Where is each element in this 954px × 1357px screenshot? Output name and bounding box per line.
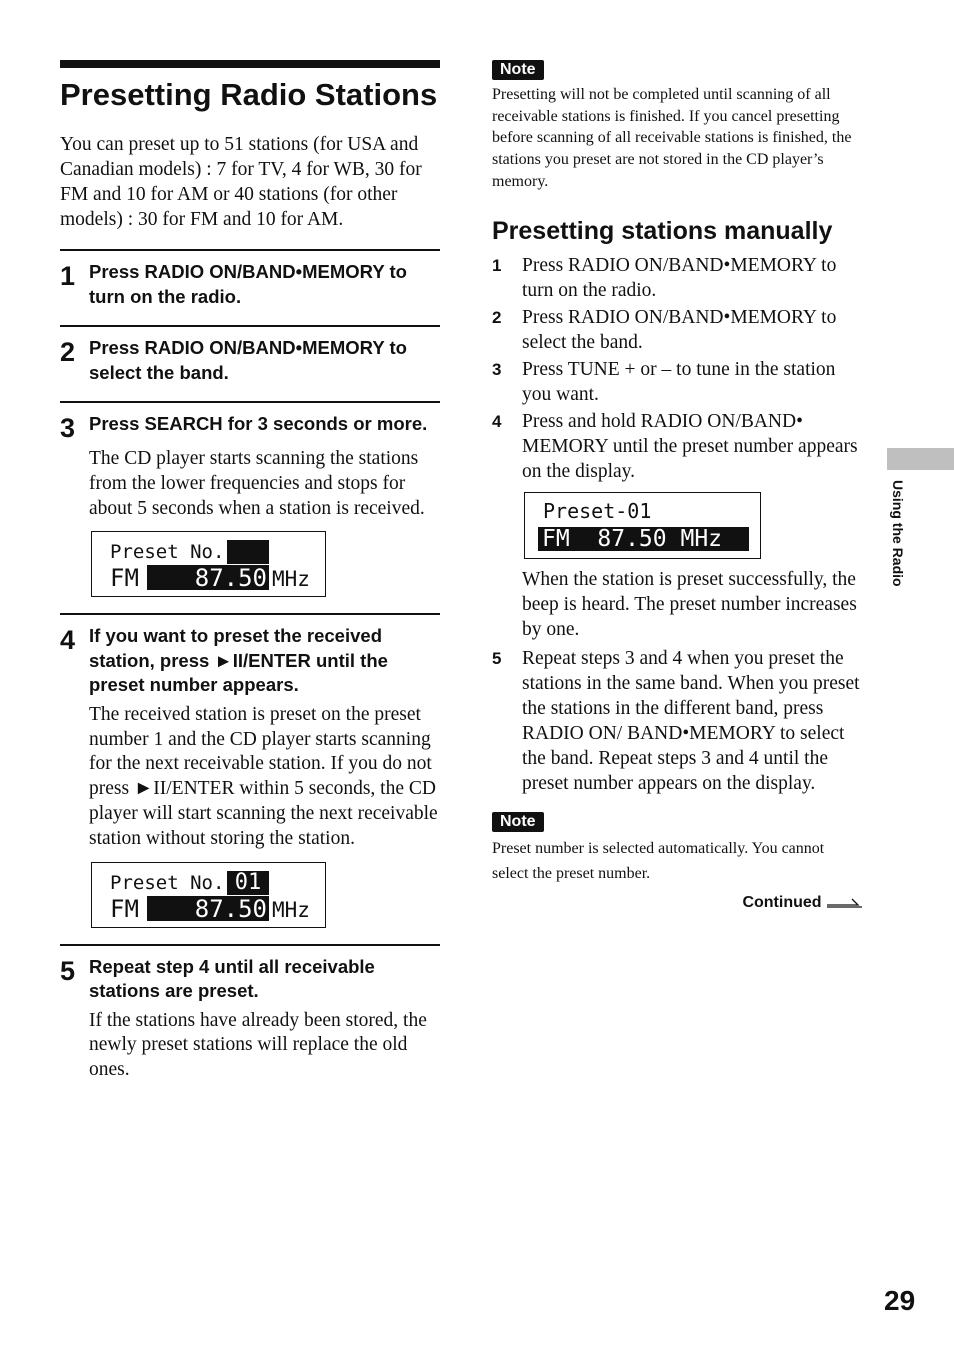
step-5 <box>60 944 440 1083</box>
continued-label <box>742 894 864 912</box>
step-title: Press SEARCH for 3 seconds or more. <box>89 413 428 434</box>
step-number: 4 <box>60 625 76 656</box>
lcd-preset-number <box>227 540 269 564</box>
title-rule <box>60 60 440 68</box>
step-title: Press RADIO ON/BAND•MEMORY to select the band. <box>89 337 407 383</box>
step-number: 2 <box>492 307 502 327</box>
lcd-band: FM <box>110 564 139 593</box>
lcd-preset-label: Preset No. <box>110 871 225 894</box>
step-number: 3 <box>60 413 76 443</box>
page-number: 29 <box>884 1285 916 1316</box>
lcd-display-preset <box>91 862 326 928</box>
step-number: 1 <box>60 261 76 291</box>
lcd-band: FM <box>110 894 139 923</box>
lcd-frequency: 87.50 <box>147 896 269 921</box>
page-title: Presetting Radio Stations <box>60 77 438 112</box>
step-2 <box>60 325 440 385</box>
lcd-unit: MHz <box>272 897 310 922</box>
lcd-preset-number: 01 <box>227 871 269 895</box>
right-column <box>492 60 864 924</box>
continued-text: Continued <box>742 893 822 911</box>
lcd-frequency: 87.50 <box>147 565 269 590</box>
step-number: 5 <box>60 955 76 986</box>
step-text: Press RADIO ON/BAND•MEMORY to turn on the radio. <box>522 254 837 301</box>
step-number: 2 <box>60 337 76 367</box>
intro-text: You can preset up to 51 stations (for USA and Canadian models) : 7 for TV, 4 for WB, 30 for FM and 10 for AM or 40 stations (for other models) : 30 for FM and 10 for AM. <box>60 134 422 230</box>
step-title: Repeat step 4 until all receivable stations are preset. <box>89 955 375 1002</box>
step-title: If you want to preset the received station, press ►II/ENTER until the preset number appears. <box>89 625 388 696</box>
step-body: If the stations have already been stored, the newly preset stations will replace the old ones. <box>89 1009 427 1081</box>
step-text: Press TUNE + or – to tune in the station you want. <box>522 358 836 405</box>
step-3 <box>60 401 440 597</box>
lcd-display-manual <box>524 492 761 559</box>
step-number: 4 <box>492 411 502 431</box>
lcd-preset-label: Preset No. <box>110 541 225 564</box>
lcd-display-scanning <box>91 531 326 597</box>
manual-step-1 <box>492 253 864 303</box>
manual-step-3 <box>492 357 864 407</box>
continued-arrow-icon <box>826 896 864 908</box>
lcd-line-2: FM 87.50 MHz <box>538 527 749 551</box>
note-text: Presetting will not be completed until scanning of all receivable stations is finished. If you cancel presetting before scanning of all receivable stations is finished, the stations you preset are not stored in the CD player’s memory. <box>492 86 852 190</box>
step-title: Press RADIO ON/BAND•MEMORY to turn on the radio. <box>89 261 407 307</box>
note-badge: Note <box>492 60 544 80</box>
step-text: Press and hold RADIO ON/BAND• MEMORY until the preset number appears on the display. <box>522 410 858 482</box>
lcd-line-1: Preset-01 <box>543 498 652 523</box>
note-text: Preset number is selected automatically. You cannot select the preset number. <box>492 839 825 882</box>
step-text: Repeat steps 3 and 4 when you preset the stations in the same band. When you preset the stations in the different band, press RADIO ON/ BAND•MEMORY to select the band. Repeat steps 3 and 4 until the preset number appears on the display. <box>522 647 860 794</box>
manual-step-2 <box>492 305 864 355</box>
step-body: The CD player starts scanning the stations from the lower frequencies and stops for about 5 seconds when a station is received. <box>89 448 425 519</box>
step-number: 1 <box>492 255 502 275</box>
left-column <box>60 60 440 1099</box>
step-number: 5 <box>492 648 502 668</box>
note-badge: Note <box>492 812 544 832</box>
step-4-result: When the station is preset successfully, the beep is heard. The preset number increases by one. <box>522 568 857 640</box>
manual-step-5 <box>492 646 864 796</box>
step-4 <box>60 613 440 927</box>
chapter-tab <box>887 448 954 470</box>
lcd-unit: MHz <box>272 567 310 592</box>
manual-step-4 <box>492 409 864 484</box>
step-body: The received station is preset on the preset number 1 and the CD player starts scanning for the next receivable station. If you do not press ►II/ENTER within 5 seconds, the CD player will start scanning the next receivable station without storing the station. <box>89 703 438 849</box>
step-1 <box>60 249 440 309</box>
section-heading: Presetting stations manually <box>492 216 833 245</box>
chapter-label: Using the Radio <box>890 480 906 587</box>
step-text: Press RADIO ON/BAND•MEMORY to select the band. <box>522 306 837 353</box>
step-number: 3 <box>492 359 502 379</box>
